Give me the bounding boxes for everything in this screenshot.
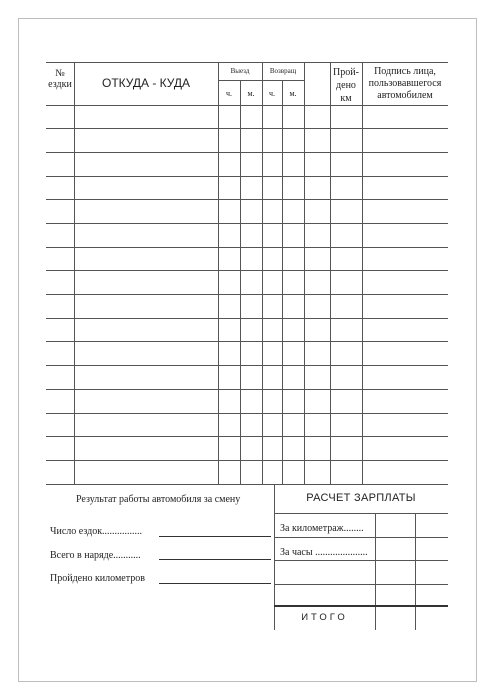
table-row xyxy=(46,413,448,414)
header-bottom-border xyxy=(46,105,448,106)
table-row xyxy=(46,341,448,342)
salary-total-divider xyxy=(274,605,448,607)
salary-column-divider xyxy=(415,513,416,630)
table-row xyxy=(46,152,448,153)
table-row xyxy=(46,389,448,390)
table-row xyxy=(46,223,448,224)
table-row xyxy=(46,176,448,177)
subheader-divider xyxy=(218,80,304,81)
trips-count-field[interactable] xyxy=(159,536,271,537)
salary-by-km-label: За километраж........ xyxy=(280,523,364,534)
table-bottom-border xyxy=(46,484,448,485)
trip-number-header: № ездки xyxy=(48,68,72,90)
table-row xyxy=(46,318,448,319)
column-divider xyxy=(362,62,363,484)
table-row xyxy=(46,247,448,248)
salary-row-divider xyxy=(274,584,448,585)
column-divider xyxy=(74,62,75,484)
on-duty-label: Всего в наряде........... xyxy=(50,550,141,561)
signature-header: Подпись лица, пользовавшегося автомобилем xyxy=(368,66,442,101)
table-row xyxy=(46,199,448,200)
table-top-border xyxy=(46,62,448,63)
departure-hours-header: ч. xyxy=(225,89,233,98)
table-row xyxy=(46,460,448,461)
trips-count-label: Число ездок................ xyxy=(50,526,143,537)
distance-total-label: Пройдено километров xyxy=(50,573,145,584)
return-header: Возвращ xyxy=(269,67,297,75)
route-header: ОТКУДА - КУДА xyxy=(101,76,190,90)
column-divider xyxy=(304,62,305,484)
departure-header: Выезд xyxy=(230,67,250,75)
table-row xyxy=(46,294,448,295)
column-divider xyxy=(218,62,219,484)
salary-by-hours-label: За часы ..................... xyxy=(280,547,368,558)
return-minutes-header: м. xyxy=(289,89,297,98)
column-divider xyxy=(240,80,241,484)
return-hours-header: ч. xyxy=(268,89,276,98)
salary-table-top xyxy=(274,513,448,514)
salary-column-divider xyxy=(375,513,376,630)
results-title: Результат работы автомобиля за смену xyxy=(76,494,241,505)
distance-total-field[interactable] xyxy=(159,583,271,584)
distance-header: Прой- дено км xyxy=(333,67,359,104)
table-row xyxy=(46,365,448,366)
salary-total-label: ИТОГО xyxy=(301,612,348,623)
table-row xyxy=(46,128,448,129)
salary-title: РАСЧЕТ ЗАРПЛАТЫ xyxy=(306,492,416,504)
salary-row-divider xyxy=(274,560,448,561)
on-duty-field[interactable] xyxy=(159,559,271,560)
salary-row-divider xyxy=(274,537,448,538)
table-row xyxy=(46,270,448,271)
column-divider xyxy=(282,80,283,484)
table-row xyxy=(46,436,448,437)
bottom-section-divider xyxy=(274,484,275,630)
departure-minutes-header: м. xyxy=(247,89,255,98)
column-divider xyxy=(262,62,263,484)
column-divider xyxy=(330,62,331,484)
